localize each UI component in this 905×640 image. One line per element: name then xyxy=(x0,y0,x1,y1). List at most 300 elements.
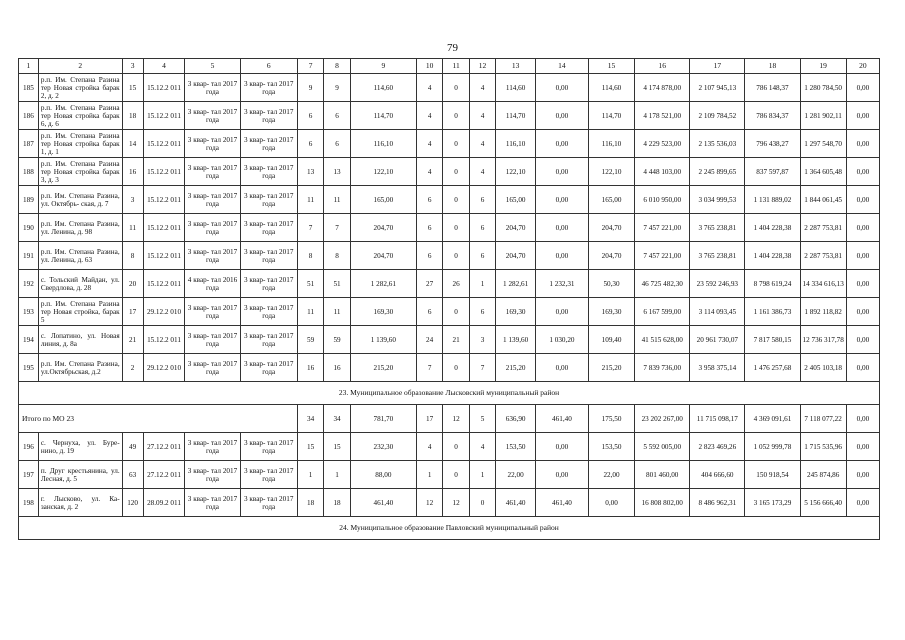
table-cell: 153,50 xyxy=(588,433,634,461)
header-cell: 5 xyxy=(185,59,240,74)
table-cell: 0,00 xyxy=(846,298,879,326)
table-cell: 3 квар- тал 2017 года xyxy=(240,461,297,489)
header-cell: 3 xyxy=(122,59,143,74)
table-cell: 8 486 962,31 xyxy=(690,489,745,517)
table-cell: 1 844 061,45 xyxy=(800,186,846,214)
table-cell: 122,10 xyxy=(588,158,634,186)
table-cell: 3 квар- тал 2017 года xyxy=(240,354,297,382)
table-cell: 21 xyxy=(122,326,143,354)
table-cell: 204,70 xyxy=(350,242,416,270)
table-cell: 0,00 xyxy=(535,354,588,382)
table-cell: 0,00 xyxy=(535,298,588,326)
table-cell: 1 139,60 xyxy=(350,326,416,354)
table-row xyxy=(19,186,880,214)
table-cell: 232,30 xyxy=(350,433,416,461)
table-cell: 4 229 523,00 xyxy=(635,130,690,158)
total-row xyxy=(19,405,880,433)
table-cell: 46 725 482,30 xyxy=(635,270,690,298)
table-cell: 0,00 xyxy=(846,270,879,298)
table-cell: 4 xyxy=(416,158,442,186)
table-cell: 3 квар- тал 2017 года xyxy=(240,489,297,517)
table-cell: 21 xyxy=(443,326,469,354)
table-cell: 18 xyxy=(122,102,143,130)
table-cell: 6 xyxy=(416,242,442,270)
table-cell: 191 xyxy=(19,242,39,270)
table-cell: 2 109 784,52 xyxy=(690,102,745,130)
table-cell: 245 874,86 xyxy=(800,461,846,489)
table-row xyxy=(19,433,880,461)
table-cell: 198 xyxy=(19,489,39,517)
table-cell: 50,30 xyxy=(588,270,634,298)
total-cell: 461,40 xyxy=(535,405,588,433)
table-cell: 9 xyxy=(324,74,350,102)
table-cell: 15 xyxy=(324,433,350,461)
table-cell: 169,30 xyxy=(496,298,536,326)
table-cell: 3 765 238,81 xyxy=(690,242,745,270)
table-cell: 4 квар- тал 2016 года xyxy=(185,270,240,298)
address-cell: с. Тольский Майдан, ул. Свердлова, д. 28 xyxy=(38,270,122,298)
total-cell: 34 xyxy=(297,405,323,433)
table-cell: 15 xyxy=(122,74,143,102)
table-cell: 6 xyxy=(416,214,442,242)
table-cell: 1 xyxy=(416,461,442,489)
table-cell: 4 xyxy=(416,433,442,461)
total-cell: 12 xyxy=(443,405,469,433)
table-cell: 0,00 xyxy=(588,489,634,517)
table-cell: 0 xyxy=(443,158,469,186)
table-cell: 169,30 xyxy=(350,298,416,326)
table-cell: 192 xyxy=(19,270,39,298)
address-cell: р.п. Им. Степана Разина тер Новая стройка барак 6, д. 6 xyxy=(38,102,122,130)
total-cell: 7 118 077,22 xyxy=(800,405,846,433)
table-cell: 0,00 xyxy=(535,461,588,489)
table-row xyxy=(19,74,880,102)
table-cell: 0,00 xyxy=(535,130,588,158)
table-cell: 2 823 469,26 xyxy=(690,433,745,461)
total-cell: 5 xyxy=(469,405,495,433)
table-cell: 6 xyxy=(469,186,495,214)
table-cell: 3 квар- тал 2017 года xyxy=(185,298,240,326)
table-cell: 0,00 xyxy=(846,130,879,158)
table-cell: 24 xyxy=(416,326,442,354)
table-cell: 4 xyxy=(416,102,442,130)
table-cell: 3 квар- тал 2017 года xyxy=(240,326,297,354)
table-cell: 1 476 257,68 xyxy=(745,354,800,382)
table-cell: 7 xyxy=(297,214,323,242)
header-cell: 13 xyxy=(496,59,536,74)
table-cell: 796 438,27 xyxy=(745,130,800,158)
table-row xyxy=(19,354,880,382)
table-row xyxy=(19,298,880,326)
table-cell: 204,70 xyxy=(588,242,634,270)
table-cell: 0 xyxy=(443,461,469,489)
table-cell: 1 131 889,02 xyxy=(745,186,800,214)
header-cell: 6 xyxy=(240,59,297,74)
table-cell: 15.12.2 011 xyxy=(143,186,185,214)
table-cell: 15.12.2 011 xyxy=(143,270,185,298)
table-cell: 0,00 xyxy=(535,242,588,270)
table-cell: 16 808 802,00 xyxy=(635,489,690,517)
table-cell: 0 xyxy=(443,214,469,242)
total-cell: 4 369 091,61 xyxy=(745,405,800,433)
table-cell: 122,10 xyxy=(496,158,536,186)
table-cell: 8 798 619,24 xyxy=(745,270,800,298)
table-cell: 194 xyxy=(19,326,39,354)
table-cell: 3 квар- тал 2017 года xyxy=(185,326,240,354)
table-cell: 15.12.2 011 xyxy=(143,242,185,270)
table-cell: 15 xyxy=(297,433,323,461)
total-cell: 781,70 xyxy=(350,405,416,433)
table-cell: 0 xyxy=(443,186,469,214)
table-cell: 15.12.2 011 xyxy=(143,130,185,158)
page-number: 79 xyxy=(447,42,458,54)
table-cell: 0,00 xyxy=(535,433,588,461)
total-cell: 636,90 xyxy=(496,405,536,433)
table-cell: 196 xyxy=(19,433,39,461)
table-row xyxy=(19,102,880,130)
table-cell: 4 xyxy=(469,74,495,102)
table-cell: 0 xyxy=(443,130,469,158)
table-cell: 4 xyxy=(469,102,495,130)
table-cell: 3 квар- тал 2017 года xyxy=(240,74,297,102)
table-cell: 26 xyxy=(443,270,469,298)
table-cell: 215,20 xyxy=(350,354,416,382)
table-cell: 1 xyxy=(469,270,495,298)
table-cell: 3 квар- тал 2017 года xyxy=(240,242,297,270)
table-cell: 2 xyxy=(122,354,143,382)
table-body xyxy=(19,59,880,540)
table-cell: 204,70 xyxy=(496,242,536,270)
total-cell: 0,00 xyxy=(846,405,879,433)
address-cell: р.п. Им. Степана Разина, ул.Октябрьская, д.2 xyxy=(38,354,122,382)
table-cell: 1 139,60 xyxy=(496,326,536,354)
table-cell: 786 148,37 xyxy=(745,74,800,102)
table-cell: 20 xyxy=(122,270,143,298)
table-cell: 3 квар- тал 2017 года xyxy=(185,433,240,461)
table-cell: 5 156 666,40 xyxy=(800,489,846,517)
table-cell: 11 xyxy=(324,186,350,214)
section-title: 24. Муниципальное образование Павловский муниципальный район xyxy=(19,517,880,540)
table-cell: 0,00 xyxy=(846,158,879,186)
table-cell: 59 xyxy=(297,326,323,354)
table-cell: 1 715 535,96 xyxy=(800,433,846,461)
table-cell: 59 xyxy=(324,326,350,354)
table-cell: 6 010 950,00 xyxy=(635,186,690,214)
table-cell: 116,10 xyxy=(496,130,536,158)
section-row-23 xyxy=(19,382,880,405)
table-cell: 122,10 xyxy=(350,158,416,186)
table-cell: 29.12.2 010 xyxy=(143,354,185,382)
header-cell: 14 xyxy=(535,59,588,74)
table-cell: 461,40 xyxy=(350,489,416,517)
table-cell: 4 174 878,00 xyxy=(635,74,690,102)
table-cell: 165,00 xyxy=(496,186,536,214)
table-cell: 1 297 548,70 xyxy=(800,130,846,158)
table-cell: 0,00 xyxy=(846,354,879,382)
table-cell: 3 квар- тал 2017 года xyxy=(240,186,297,214)
table-cell: 7 xyxy=(469,354,495,382)
table-cell: 63 xyxy=(122,461,143,489)
table-cell: 13 xyxy=(297,158,323,186)
table-cell: 28.09.2 011 xyxy=(143,489,185,517)
table-row xyxy=(19,489,880,517)
table-cell: 18 xyxy=(324,489,350,517)
table-cell: 3 квар- тал 2017 года xyxy=(185,102,240,130)
table-cell: 6 xyxy=(469,298,495,326)
address-cell: с. Чернуха, ул. Буре- нино, д. 19 xyxy=(38,433,122,461)
table-cell: 215,20 xyxy=(496,354,536,382)
table-cell: 14 334 616,13 xyxy=(800,270,846,298)
table-cell: 215,20 xyxy=(588,354,634,382)
table-cell: 3 квар- тал 2017 года xyxy=(185,130,240,158)
header-row xyxy=(19,59,880,74)
table-cell: 0 xyxy=(443,242,469,270)
table-cell: 0,00 xyxy=(846,214,879,242)
table-cell: 0,00 xyxy=(846,186,879,214)
table-cell: 3 xyxy=(469,326,495,354)
table-cell: 0,00 xyxy=(846,242,879,270)
table-cell: 6 167 599,00 xyxy=(635,298,690,326)
table-cell: 0,00 xyxy=(535,74,588,102)
table-cell: 7 817 580,15 xyxy=(745,326,800,354)
address-cell: г. Лысково, ул. Ка- занская, д. 2 xyxy=(38,489,122,517)
table-cell: 11 xyxy=(122,214,143,242)
table-cell: 190 xyxy=(19,214,39,242)
table-cell: 6 xyxy=(324,130,350,158)
address-cell: с. Лопатино, ул. Новая линия, д. 8а xyxy=(38,326,122,354)
table-cell: 7 839 736,00 xyxy=(635,354,690,382)
table-cell: 153,50 xyxy=(496,433,536,461)
table-cell: 51 xyxy=(297,270,323,298)
total-cell: 34 xyxy=(324,405,350,433)
table-cell: 15.12.2 011 xyxy=(143,158,185,186)
address-cell: р.п. Им. Степана Разина тер Новая стройка, барак 5 xyxy=(38,298,122,326)
table-cell: 0,00 xyxy=(846,102,879,130)
table-cell: 461,40 xyxy=(496,489,536,517)
table-cell: 6 xyxy=(469,242,495,270)
table-cell: 16 xyxy=(122,158,143,186)
table-cell: 204,70 xyxy=(588,214,634,242)
table-cell: 1 xyxy=(469,461,495,489)
table-cell: 1 xyxy=(297,461,323,489)
table-cell: 3 квар- тал 2017 года xyxy=(240,214,297,242)
table-cell: 7 457 221,00 xyxy=(635,214,690,242)
header-cell: 16 xyxy=(635,59,690,74)
address-cell: р.п. Им. Степана Разина тер Новая стройка барак 1, д. 1 xyxy=(38,130,122,158)
table-cell: 116,10 xyxy=(350,130,416,158)
table-cell: 0,00 xyxy=(535,102,588,130)
header-cell: 9 xyxy=(350,59,416,74)
table-cell: 3 квар- тал 2017 года xyxy=(240,270,297,298)
table-cell: 27.12.2 011 xyxy=(143,461,185,489)
table-cell: 3 xyxy=(122,186,143,214)
table-cell: 22,00 xyxy=(496,461,536,489)
table-cell: 4 448 103,00 xyxy=(635,158,690,186)
header-cell: 20 xyxy=(846,59,879,74)
table-cell: 786 834,37 xyxy=(745,102,800,130)
table-cell: 27 xyxy=(416,270,442,298)
table-cell: 6 xyxy=(297,102,323,130)
table-cell: 1 281 902,11 xyxy=(800,102,846,130)
address-cell: р.п. Им. Степана Разина, ул. Ленина, д. 98 xyxy=(38,214,122,242)
table-cell: 4 xyxy=(469,130,495,158)
table-cell: 187 xyxy=(19,130,39,158)
table-cell: 6 xyxy=(416,186,442,214)
table-cell: 197 xyxy=(19,461,39,489)
table-cell: 3 квар- тал 2017 года xyxy=(185,158,240,186)
table-cell: 1 282,61 xyxy=(350,270,416,298)
table-cell: 114,70 xyxy=(496,102,536,130)
table-cell: 3 114 093,45 xyxy=(690,298,745,326)
header-cell: 7 xyxy=(297,59,323,74)
header-cell: 4 xyxy=(143,59,185,74)
table-cell: 193 xyxy=(19,298,39,326)
table-cell: 0 xyxy=(443,354,469,382)
table-cell: 3 квар- тал 2017 года xyxy=(185,354,240,382)
table-cell: 4 xyxy=(416,74,442,102)
table-cell: 1 404 228,38 xyxy=(745,242,800,270)
table-cell: 2 245 899,65 xyxy=(690,158,745,186)
table-cell: 3 квар- тал 2017 года xyxy=(240,158,297,186)
table-cell: 12 xyxy=(443,489,469,517)
table-cell: 0,00 xyxy=(535,158,588,186)
table-cell: 12 xyxy=(416,489,442,517)
table-cell: 1 280 784,50 xyxy=(800,74,846,102)
header-cell: 2 xyxy=(38,59,122,74)
table-cell: 404 666,60 xyxy=(690,461,745,489)
table-cell: 12 736 317,78 xyxy=(800,326,846,354)
table-cell: 27.12.2 011 xyxy=(143,433,185,461)
table-cell: 20 961 730,07 xyxy=(690,326,745,354)
table-row xyxy=(19,242,880,270)
table-cell: 195 xyxy=(19,354,39,382)
table-cell: 11 xyxy=(324,298,350,326)
table-cell: 0,00 xyxy=(846,74,879,102)
table-cell: 11 xyxy=(297,298,323,326)
total-cell: 11 715 098,17 xyxy=(690,405,745,433)
table-cell: 3 квар- тал 2017 года xyxy=(240,298,297,326)
table-cell: 3 квар- тал 2017 года xyxy=(185,242,240,270)
table-cell: 6 xyxy=(416,298,442,326)
table-cell: 0,00 xyxy=(535,186,588,214)
table-cell: 4 xyxy=(469,433,495,461)
table-cell: 3 квар- тал 2017 года xyxy=(185,74,240,102)
table-cell: 114,70 xyxy=(350,102,416,130)
table-cell: 188 xyxy=(19,158,39,186)
table-cell: 3 165 173,29 xyxy=(745,489,800,517)
table-cell: 0,00 xyxy=(846,489,879,517)
table-row xyxy=(19,130,880,158)
table-cell: 1 892 118,82 xyxy=(800,298,846,326)
table-cell: 13 xyxy=(324,158,350,186)
table-cell: 0,00 xyxy=(535,214,588,242)
header-cell: 1 xyxy=(19,59,39,74)
header-cell: 17 xyxy=(690,59,745,74)
header-cell: 11 xyxy=(443,59,469,74)
address-cell: п. Друг крестьянина, ул. Лесная, д. 5 xyxy=(38,461,122,489)
table-cell: 1 030,20 xyxy=(535,326,588,354)
table-cell: 114,70 xyxy=(588,102,634,130)
table-cell: 22,00 xyxy=(588,461,634,489)
address-cell: р.п. Им. Степана Разина тер Новая стройка барак 2, д. 2 xyxy=(38,74,122,102)
table-cell: 6 xyxy=(297,130,323,158)
table-cell: 120 xyxy=(122,489,143,517)
table-cell: 3 034 999,53 xyxy=(690,186,745,214)
address-cell: р.п. Им. Степана Разина тер Новая стройка барак 3, д. 3 xyxy=(38,158,122,186)
table-cell: 7 457 221,00 xyxy=(635,242,690,270)
table-cell: 0 xyxy=(443,433,469,461)
table-cell: 11 xyxy=(297,186,323,214)
table-cell: 15.12.2 011 xyxy=(143,74,185,102)
table-cell: 1 232,31 xyxy=(535,270,588,298)
table-cell: 7 xyxy=(324,214,350,242)
table-cell: 0 xyxy=(443,74,469,102)
table-cell: 14 xyxy=(122,130,143,158)
table-cell: 3 квар- тал 2017 года xyxy=(185,489,240,517)
table-cell: 3 квар- тал 2017 года xyxy=(240,433,297,461)
table-cell: 3 квар- тал 2017 года xyxy=(185,461,240,489)
table-cell: 114,60 xyxy=(588,74,634,102)
header-cell: 8 xyxy=(324,59,350,74)
table-cell: 8 xyxy=(324,242,350,270)
table-cell: 2 287 753,81 xyxy=(800,242,846,270)
table-cell: 8 xyxy=(122,242,143,270)
table-cell: 8 xyxy=(297,242,323,270)
total-cell: 175,50 xyxy=(588,405,634,433)
table-cell: 18 xyxy=(297,489,323,517)
table-cell: 1 364 605,48 xyxy=(800,158,846,186)
total-label: Итого по МО 23 xyxy=(19,405,298,433)
table-cell: 6 xyxy=(469,214,495,242)
table-cell: 15.12.2 011 xyxy=(143,326,185,354)
total-cell: 17 xyxy=(416,405,442,433)
table-cell: 1 282,61 xyxy=(496,270,536,298)
header-cell: 18 xyxy=(745,59,800,74)
total-cell: 23 202 267,00 xyxy=(635,405,690,433)
table-row xyxy=(19,158,880,186)
table-cell: 2 135 536,03 xyxy=(690,130,745,158)
table-cell: 189 xyxy=(19,186,39,214)
table-cell: 461,40 xyxy=(535,489,588,517)
table-cell: 1 161 386,73 xyxy=(745,298,800,326)
header-cell: 19 xyxy=(800,59,846,74)
table-cell: 801 460,00 xyxy=(635,461,690,489)
address-cell: р.п. Им. Степана Разина, ул. Ленина, д. 63 xyxy=(38,242,122,270)
table-cell: 29.12.2 010 xyxy=(143,298,185,326)
table-cell: 1 404 228,38 xyxy=(745,214,800,242)
table-cell: 3 765 238,81 xyxy=(690,214,745,242)
header-cell: 12 xyxy=(469,59,495,74)
table-cell: 2 287 753,81 xyxy=(800,214,846,242)
table-cell: 114,60 xyxy=(350,74,416,102)
table-cell: 7 xyxy=(416,354,442,382)
table-cell: 116,10 xyxy=(588,130,634,158)
table-cell: 3 квар- тал 2017 года xyxy=(240,130,297,158)
table-cell: 3 квар- тал 2017 года xyxy=(240,102,297,130)
table-cell: 0 xyxy=(443,102,469,130)
table-cell: 185 xyxy=(19,74,39,102)
address-cell: р.п. Им. Степана Разина, ул. Октябрь- ская, д. 7 xyxy=(38,186,122,214)
table-cell: 17 xyxy=(122,298,143,326)
table-cell: 15.12.2 011 xyxy=(143,214,185,242)
table-row xyxy=(19,326,880,354)
table-cell: 169,30 xyxy=(588,298,634,326)
table-cell: 16 xyxy=(297,354,323,382)
table-cell: 3 958 375,14 xyxy=(690,354,745,382)
table-cell: 88,00 xyxy=(350,461,416,489)
table-cell: 837 597,87 xyxy=(745,158,800,186)
table-row xyxy=(19,461,880,489)
